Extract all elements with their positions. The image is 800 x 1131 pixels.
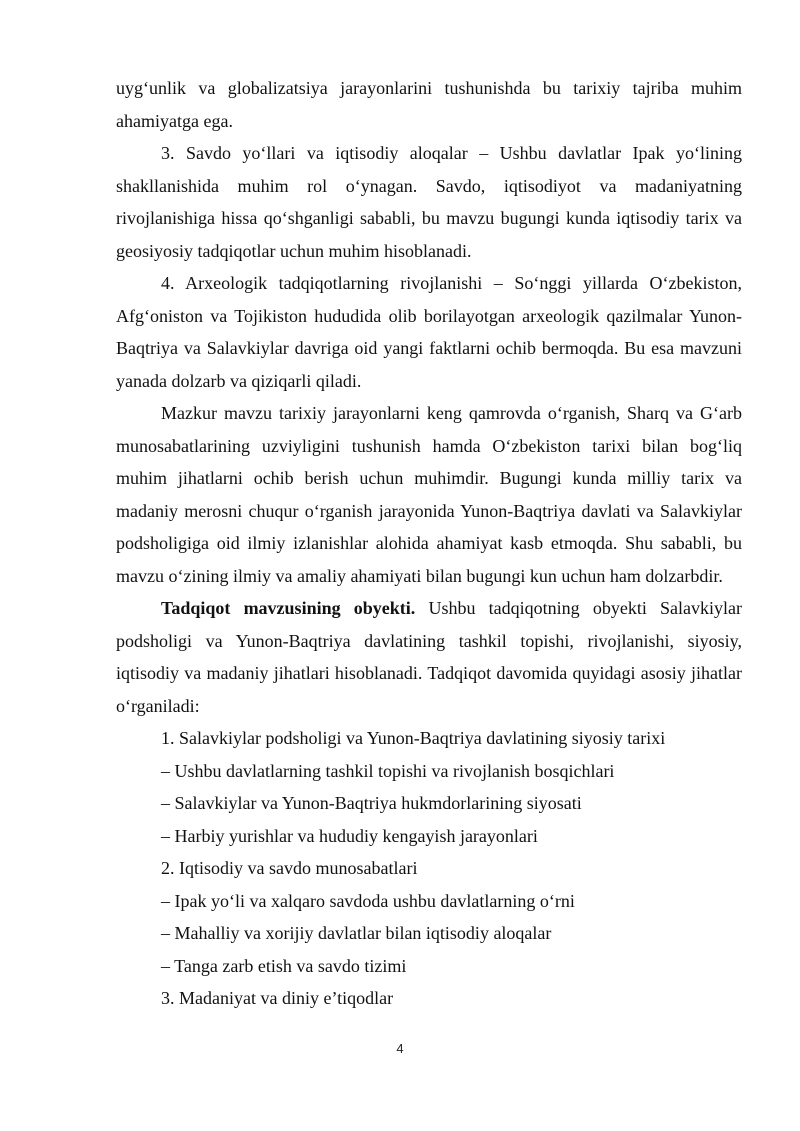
list-item: – Harbiy yurishlar va hududiy kengayish jarayonlari: [161, 825, 538, 846]
list-item: – Salavkiylar va Yunon-Baqtriya hukmdorlarining siyosati: [161, 793, 582, 813]
list-item: – Mahalliy va xorijiy davlatlar bilan iqtisodiy aloqalar: [161, 923, 552, 943]
research-object-text: Ushbu tadqiqotning obyekti Salavkiylar podsholigi va Yunon-Baqtriya davlatining tashkil topishi, rivojlanishi, siyosiy, iqtisodiy va madaniy jihatlari hisoblanadi. Tadqiqot davomida quyidagi asosiy jihatlar o‘rganiladi:: [116, 598, 742, 716]
list-item: 2. Iqtisodiy va savdo munosabatlari: [161, 858, 418, 878]
paragraph-relevance: Mazkur mavzu tarixiy jarayonlarni keng qamrovda o‘rganish, Sharq va G‘arb munosabatlarining uzviyligini tushunish hamda O‘zbekiston tarixi bilan bog‘liq muhim jihatlarni ochib berish uchun muhimdir. Bugungi kunda milliy tarix va madaniy merosni chuqur o‘rganish jarayonida Yunon-Baqtriya davlati va Salavkiylar podsholigiga oid ilmiy izlanishlar alohida ahamiyat kasb etmoqda. Shu sababli, bu mavzu o‘zining ilmiy va amaliy ahamiyati bilan bugungi kun uchun ham dolzarbdir.: [116, 403, 742, 586]
paragraph-continuation: uyg‘unlik va globalizatsiya jarayonlarini tushunishda bu tarixiy tajriba muhim ahamiyatga ega.: [116, 78, 742, 131]
page-number: 4: [396, 1041, 404, 1056]
list-item: – Ipak yo‘li va xalqaro savdoda ushbu davlatlarning o‘rni: [161, 890, 575, 911]
research-object-heading: Tadqiqot mavzusining obyekti.: [161, 598, 416, 618]
paragraph-trade-routes: 3. Savdo yo‘llari va iqtisodiy aloqalar – Ushbu davlatlar Ipak yo‘lining shakllanishida muhim rol o‘ynagan. Savdo, iqtisodiyot va madaniyatning rivojlanishiga hissa qo‘shganligi sababli, bu mavzu bugungi kunda iqtisodiy tarix va geosiyosiy tadqiqotlar uchun muhim hisoblanadi.: [116, 143, 742, 261]
paragraph-research-object: [116, 592, 742, 722]
list-item: – Ushbu davlatlarning tashkil topishi va rivojlanish bosqichlari: [161, 760, 615, 781]
list-item: – Tanga zarb etish va savdo tizimi: [161, 955, 407, 976]
paragraph-archaeology: 4. Arxeologik tadqiqotlarning rivojlanishi – So‘nggi yillarda O‘zbekiston, Afg‘oniston va Tojikiston hududida olib borilayotgan arxeologik qazilmalar Yunon-Baqtriya va Salavkiylar davriga oid yangi faktlarni ochib bermoqda. Bu esa mavzuni yanada dolzarb va qiziqarli qiladi.: [116, 273, 742, 391]
list-item: 3. Madaniyat va diniy e’tiqodlar: [161, 988, 394, 1008]
list-item: 1. Salavkiylar podsholigi va Yunon-Baqtriya davlatining siyosiy tarixi: [161, 728, 666, 748]
page-body: [116, 72, 742, 1015]
